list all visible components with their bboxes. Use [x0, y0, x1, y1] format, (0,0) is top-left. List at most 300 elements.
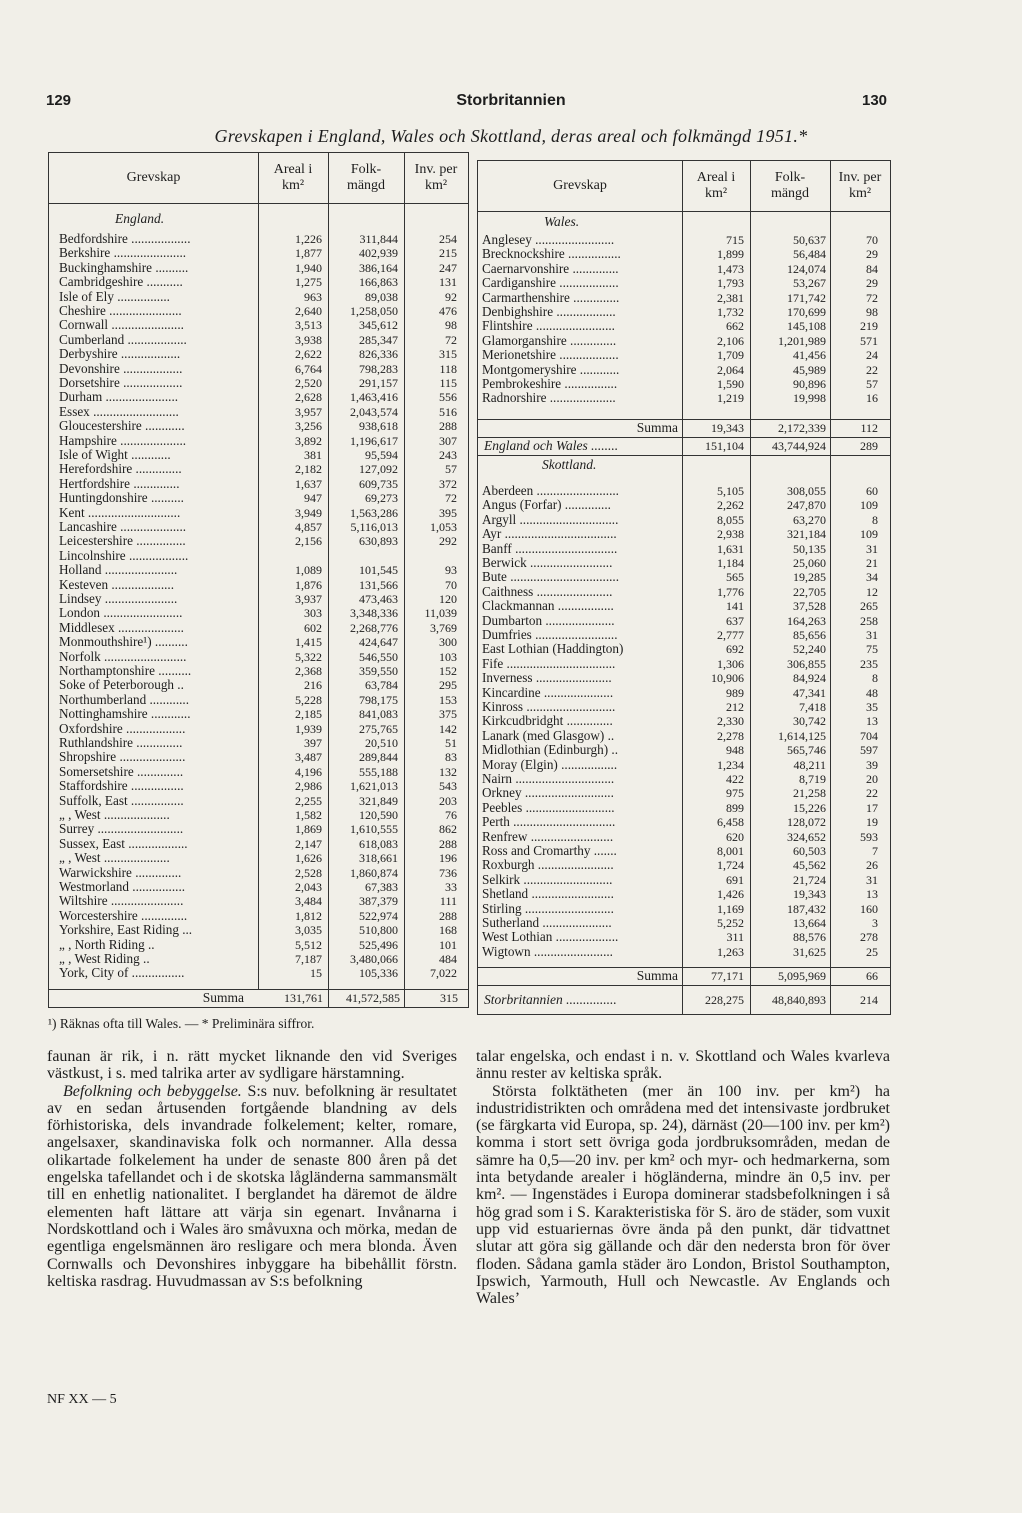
area-value: 1,899	[717, 247, 744, 262]
area-value: 3,484	[295, 894, 322, 909]
density-value: 48	[866, 685, 878, 700]
table-row	[49, 822, 468, 836]
density-value: 597	[860, 743, 878, 758]
table-row	[478, 671, 890, 685]
area-value: 212	[726, 700, 744, 714]
county-name: Orkney ...........................	[482, 786, 614, 801]
density-value: 203	[439, 793, 457, 808]
county-name: Essex ..........................	[59, 404, 179, 419]
table-row	[478, 570, 890, 584]
table-row	[49, 578, 468, 592]
area-value: 2,381	[717, 290, 744, 305]
county-name: Cardiganshire ..................	[482, 276, 619, 291]
table-row	[478, 873, 890, 887]
area-header-line2: km²	[704, 186, 728, 201]
county-name: Middlesex ....................	[59, 620, 184, 635]
area-value: 1,626	[295, 851, 322, 866]
area-value: 7,187	[295, 952, 322, 966]
density-value: 484	[439, 952, 457, 966]
wales-scotland-table	[477, 160, 891, 1015]
population-value: 8,719	[799, 772, 826, 786]
area-header-line1: Areal i	[696, 170, 736, 185]
density-value: 196	[439, 851, 457, 866]
area-value: 141	[726, 599, 744, 614]
table-row	[478, 758, 890, 772]
col-area-header	[682, 161, 750, 211]
density-value: 22	[866, 786, 878, 801]
area-value: 3,949	[295, 505, 322, 520]
county-name: Durham ......................	[59, 390, 179, 405]
county-name: Flintshire ........................	[482, 319, 615, 334]
table-row	[49, 779, 468, 793]
population-value: 53,267	[793, 276, 826, 291]
county-name: Ross and Cromarthy .......	[482, 844, 617, 858]
area-value: 1,732	[717, 305, 744, 319]
county-name: Worcestershire ..............	[59, 908, 188, 923]
county-name: East Lothian (Haddington)	[482, 642, 624, 657]
density-value: 288	[439, 836, 457, 851]
summary-area: 151,104	[705, 439, 744, 453]
area-value: 692	[726, 642, 744, 657]
area-value: 2,255	[295, 793, 322, 808]
table-row	[478, 858, 890, 872]
density-value: 571	[860, 333, 878, 348]
density-value: 24	[866, 348, 878, 363]
area-value: 5,252	[717, 916, 744, 930]
population-value: 20,510	[365, 736, 398, 750]
area-value: 5,228	[295, 692, 322, 707]
county-name: Yorkshire, East Riding ...	[59, 923, 193, 938]
density-value: 1,053	[430, 520, 457, 534]
density-value: 13	[866, 887, 878, 902]
density-value: 115	[439, 376, 457, 390]
table-row	[49, 477, 468, 491]
density-value: 70	[866, 233, 878, 247]
county-name: Herefordshire ..............	[59, 462, 182, 477]
area-value: 216	[304, 678, 322, 693]
county-name: Ayr ..................................	[482, 527, 617, 542]
population-value: 13,664	[793, 916, 826, 930]
population-value: 345,612	[359, 318, 398, 333]
area-value: 1,415	[295, 635, 322, 650]
table-row	[49, 621, 468, 635]
density-value: 39	[866, 757, 878, 772]
area-value: 2,640	[295, 304, 322, 318]
area-value: 2,064	[717, 362, 744, 377]
area-value: 1,793	[717, 276, 744, 291]
population-value: 306,855	[787, 656, 826, 671]
summary-row	[478, 967, 890, 985]
population-value: 321,849	[359, 793, 398, 808]
table-row	[49, 419, 468, 433]
population-value: 67,383	[365, 880, 398, 894]
density-value: 101	[439, 937, 457, 952]
area-value: 2,986	[295, 779, 322, 794]
density-value: 247	[439, 260, 457, 275]
area-value: 1,940	[295, 260, 322, 275]
area-value: 947	[304, 491, 322, 506]
population-value: 47,341	[793, 685, 826, 700]
table-row	[478, 334, 890, 348]
table-header	[478, 161, 890, 212]
table-row	[49, 290, 468, 304]
table-row	[478, 527, 890, 541]
table-row	[49, 491, 468, 505]
area-value: 15	[310, 966, 322, 981]
density-value: 516	[439, 404, 457, 419]
area-value: 1,582	[295, 808, 322, 822]
population-value: 127,092	[359, 462, 398, 477]
density-value: 265	[860, 599, 878, 614]
county-name: Kincardine .....................	[482, 685, 614, 700]
county-name: Moray (Elgin) .................	[482, 757, 618, 772]
population-value: 124,074	[787, 261, 826, 276]
summary-label: Summa	[636, 968, 678, 983]
signature-mark: NF XX — 5	[47, 1392, 117, 1407]
summary-density: 66	[866, 969, 878, 983]
county-name: Staffordshire ................	[59, 779, 184, 794]
population-value: 289,844	[359, 750, 398, 765]
table-row	[49, 606, 468, 620]
area-value: 1,869	[295, 822, 322, 837]
county-name: Ruthlandshire ..............	[59, 736, 183, 750]
area-value: 637	[726, 613, 744, 628]
county-name: Sussex, East ..................	[59, 836, 188, 851]
density-value: 57	[866, 377, 878, 391]
population-value: 21,724	[793, 872, 826, 887]
england-sum-row	[49, 989, 468, 1007]
density-value: 72	[866, 290, 878, 305]
population-value: 95,594	[365, 448, 398, 462]
county-name: Shetland .........................	[482, 887, 614, 902]
table-row	[478, 542, 890, 556]
county-name: Nairn ..............................	[482, 772, 615, 786]
population-value: 609,735	[359, 476, 398, 491]
table-row	[478, 599, 890, 613]
density-value: 22	[866, 362, 878, 377]
county-name: Bedfordshire ..................	[59, 232, 191, 246]
area-value: 397	[304, 736, 322, 750]
county-name: Bute .................................	[482, 570, 620, 585]
county-name: Cheshire ......................	[59, 304, 182, 318]
area-value: 963	[304, 289, 322, 304]
density-value: 109	[860, 498, 878, 513]
summary-label: Summa	[636, 420, 678, 435]
population-value: 22,705	[793, 584, 826, 599]
density-header-line1: Inv. per	[838, 170, 882, 185]
county-name: Sutherland .....................	[482, 916, 612, 930]
area-value: 691	[726, 872, 744, 887]
population-value: 546,550	[359, 649, 398, 664]
col-pop-header	[750, 161, 830, 211]
area-value: 381	[304, 448, 322, 462]
population-value: 2,268,776	[350, 620, 398, 635]
area-value: 3,513	[295, 318, 322, 333]
area-header-line1: Areal i	[273, 162, 313, 177]
population-value: 525,496	[359, 937, 398, 952]
density-value: 7	[872, 844, 878, 858]
table-row	[49, 318, 468, 332]
population-value: 131,566	[359, 577, 398, 592]
density-value: 72	[445, 491, 457, 506]
table-row	[49, 347, 468, 361]
area-value: 3,937	[295, 592, 322, 606]
population-value: 522,974	[359, 908, 398, 923]
county-name: Merionetshire ..................	[482, 348, 619, 363]
area-value: 1,631	[717, 541, 744, 556]
page-number-right: 130	[862, 92, 888, 109]
county-name: London ........................	[59, 606, 183, 621]
population-value: 56,484	[793, 247, 826, 262]
grand-total-density: 214	[860, 993, 878, 1007]
density-value: 118	[439, 361, 457, 376]
county-name: „ , West Riding ..	[59, 952, 150, 966]
area-value: 1,637	[295, 476, 322, 491]
county-name: Carmarthenshire ..............	[482, 290, 620, 305]
density-value: 153	[439, 692, 457, 707]
population-value: 1,201,989	[778, 333, 826, 348]
area-value: 2,520	[295, 376, 322, 390]
population-value: 19,343	[793, 887, 826, 902]
table-row	[49, 549, 468, 563]
density-value: 8	[872, 671, 878, 686]
density-value: 35	[866, 700, 878, 714]
table-row	[478, 498, 890, 512]
population-value: 386,164	[359, 260, 398, 275]
england-table	[48, 152, 469, 1008]
population-value: 798,283	[359, 361, 398, 376]
county-name: Lanark (med Glasgow) ..	[482, 728, 615, 743]
population-value: 30,742	[793, 714, 826, 729]
density-value: 13	[866, 714, 878, 729]
table-row	[478, 262, 890, 276]
population-value: 402,939	[359, 246, 398, 261]
population-value: 21,258	[793, 786, 826, 801]
table-row	[478, 786, 890, 800]
table-row	[478, 484, 890, 498]
area-value: 899	[726, 800, 744, 815]
population-value: 630,893	[359, 534, 398, 549]
county-name: Renfrew .........................	[482, 829, 614, 844]
county-name: Denbighshire ..................	[482, 305, 616, 319]
england-heading: England.	[115, 211, 165, 226]
area-value: 2,938	[717, 527, 744, 542]
population-value: 387,379	[359, 894, 398, 909]
county-name: Isle of Ely ................	[59, 289, 170, 304]
county-name: „ , West ....................	[59, 851, 170, 866]
county-name: Leicestershire ...............	[59, 534, 186, 549]
table-row	[49, 506, 468, 520]
area-value: 565	[726, 570, 744, 585]
pop-header-line1: Folk-	[350, 162, 382, 177]
table-row	[478, 247, 890, 261]
population-value: 3,348,336	[350, 606, 398, 621]
area-value: 989	[726, 685, 744, 700]
density-value: 219	[860, 319, 878, 334]
density-value: 736	[439, 865, 457, 880]
population-value: 473,463	[359, 592, 398, 606]
density-value: 29	[866, 247, 878, 262]
population-value: 7,418	[799, 700, 826, 714]
population-value: 164,263	[787, 613, 826, 628]
area-value: 2,368	[295, 664, 322, 678]
table-row	[478, 743, 890, 757]
table-row	[478, 815, 890, 829]
population-value: 45,989	[793, 362, 826, 377]
area-value: 3,938	[295, 332, 322, 347]
table-row	[49, 376, 468, 390]
county-name: Midlothian (Edinburgh) ..	[482, 743, 619, 758]
summary-pop: 43,744,924	[772, 439, 826, 453]
density-value: 292	[439, 534, 457, 549]
summary-density: 289	[860, 439, 878, 453]
running-head: Storbritannien	[456, 92, 566, 109]
population-value: 50,135	[793, 541, 826, 556]
area-value: 1,590	[717, 377, 744, 391]
density-value: 862	[439, 822, 457, 837]
population-value: 275,765	[359, 721, 398, 736]
area-value: 1,226	[295, 232, 322, 246]
population-value: 618,083	[359, 836, 398, 851]
density-value: 21	[866, 556, 878, 570]
table-row	[49, 304, 468, 318]
county-name: Perth ...............................	[482, 815, 616, 830]
area-value: 2,106	[717, 333, 744, 348]
density-value: 98	[866, 305, 878, 319]
county-name: Caithness .......................	[482, 584, 613, 599]
county-name: Isle of Wight ............	[59, 448, 171, 462]
area-value: 2,330	[717, 714, 744, 729]
density-value: 3,769	[430, 620, 457, 635]
table-row	[49, 952, 468, 966]
grand-total-row	[478, 991, 890, 1009]
county-name: Lincolnshire ..................	[59, 548, 189, 563]
area-value: 1,709	[717, 348, 744, 363]
density-value: 60	[866, 484, 878, 498]
population-value: 166,863	[359, 275, 398, 290]
area-value: 662	[726, 319, 744, 334]
table-row	[478, 348, 890, 362]
county-name: Monmouthshire¹) ..........	[59, 635, 188, 650]
population-value: 5,116,013	[350, 520, 398, 534]
county-name: Warwickshire ..............	[59, 865, 182, 880]
body-column-left	[47, 1048, 457, 1290]
table-row	[478, 276, 890, 290]
table-row	[49, 794, 468, 808]
area-value: 2,147	[295, 836, 322, 851]
table-row	[478, 513, 890, 527]
summary-pop: 2,172,339	[778, 421, 826, 435]
county-name: Kirkcudbridght ..............	[482, 714, 613, 729]
density-value: 543	[439, 779, 457, 794]
table-row	[49, 592, 468, 606]
density-value: 31	[866, 541, 878, 556]
density-value: 16	[866, 391, 878, 406]
density-value: 160	[860, 901, 878, 916]
population-value: 50,637	[793, 233, 826, 247]
density-value: 395	[439, 505, 457, 520]
area-value: 1,263	[717, 944, 744, 959]
population-value: 311,844	[359, 232, 398, 246]
population-value: 19,998	[793, 391, 826, 406]
population-value: 555,188	[359, 764, 398, 779]
population-value: 187,432	[787, 901, 826, 916]
density-value: 103	[439, 649, 457, 664]
table-row	[49, 534, 468, 548]
county-name: Shropshire ....................	[59, 750, 186, 765]
area-value: 1,169	[717, 901, 744, 916]
paragraph: Största folktätheten (mer än 100 inv. per km²) ha industridistrikten och områdena med det intensivaste jordbruket (se färgkarta vid Europa, sp. 24), därnäst (20—100 inv. per km²) komma i stort sett övriga goda jordbruksområden, medan de sämre ha 0,5—20 inv. per km² och myr- och hedmarkerna, som inta betydande arealer i högländerna, mindre än 0,5 inv. per km². — Ingenstädes i Europa dominerar stadsbefolkningen i så hög grad som i S. Karakteristiska för S. äro de städer, som vuxit upp vid estuariernas övre ända på den punkt, där tidvattnet slutar att göra sig gällande och där den nedersta bron för över floden. Sådana gamla städer äro London, Bristol Southampton, Ipswich, Yarmouth, Hull och Newcastle. Av Englands och Wales’	[476, 1082, 890, 1308]
table-row	[49, 909, 468, 923]
area-value: 620	[726, 829, 744, 844]
area-value: 10,906	[711, 671, 744, 686]
density-value: 288	[439, 908, 457, 923]
county-name: Buckinghamshire ..........	[59, 260, 189, 275]
density-value: 29	[866, 276, 878, 291]
density-value: 288	[439, 419, 457, 434]
county-name: Stirling ...........................	[482, 901, 614, 916]
county-name: West Lothian ...................	[482, 930, 619, 945]
density-value: 300	[439, 635, 457, 650]
population-value: 2,043,574	[350, 404, 398, 419]
table-row	[49, 966, 468, 980]
county-name: Selkirk ...........................	[482, 872, 613, 887]
population-value: 60,503	[793, 844, 826, 858]
table-row	[49, 635, 468, 649]
population-value: 48,211	[793, 757, 826, 772]
table-row	[478, 363, 890, 377]
area-value: 5,512	[295, 937, 322, 952]
area-value: 1,426	[717, 887, 744, 902]
county-name: Lancashire ....................	[59, 520, 187, 534]
population-value: 69,273	[365, 491, 398, 506]
county-name: Angus (Forfar) ..............	[482, 498, 611, 513]
county-name: Banff ...............................	[482, 541, 618, 556]
population-value: 128,072	[787, 815, 826, 830]
area-value: 1,275	[295, 275, 322, 290]
area-value: 4,196	[295, 764, 322, 779]
table-row	[49, 275, 468, 289]
population-value: 1,463,416	[350, 390, 398, 405]
table-row	[478, 902, 890, 916]
table-row	[49, 923, 468, 937]
table-row	[49, 837, 468, 851]
density-value: 12	[866, 584, 878, 599]
county-name: Northamptonshire ..........	[59, 664, 192, 678]
area-value: 2,622	[295, 347, 322, 362]
table-row	[49, 434, 468, 448]
area-value: 975	[726, 786, 744, 801]
density-value: 7,022	[430, 966, 457, 981]
county-name: „ , West ....................	[59, 808, 170, 822]
population-value: 565,746	[787, 743, 826, 758]
county-name: Wiltshire ......................	[59, 894, 184, 909]
population-value: 324,652	[787, 829, 826, 844]
area-value: 1,219	[717, 391, 744, 406]
table-row	[478, 377, 890, 391]
density-value: 168	[439, 923, 457, 938]
grand-total-area: 228,275	[705, 993, 744, 1007]
population-value: 826,336	[359, 347, 398, 362]
grand-total-pop: 48,840,893	[772, 993, 826, 1007]
area-value: 2,185	[295, 707, 322, 722]
table-row	[478, 628, 890, 642]
sum-label: Summa	[202, 990, 244, 1005]
population-value: 90,896	[793, 377, 826, 391]
summary-label: England och Wales ........	[484, 438, 619, 453]
population-value: 1,258,050	[350, 304, 398, 318]
footnote: ¹) Räknas ofta till Wales. — * Preliminära siffror.	[48, 1016, 315, 1031]
